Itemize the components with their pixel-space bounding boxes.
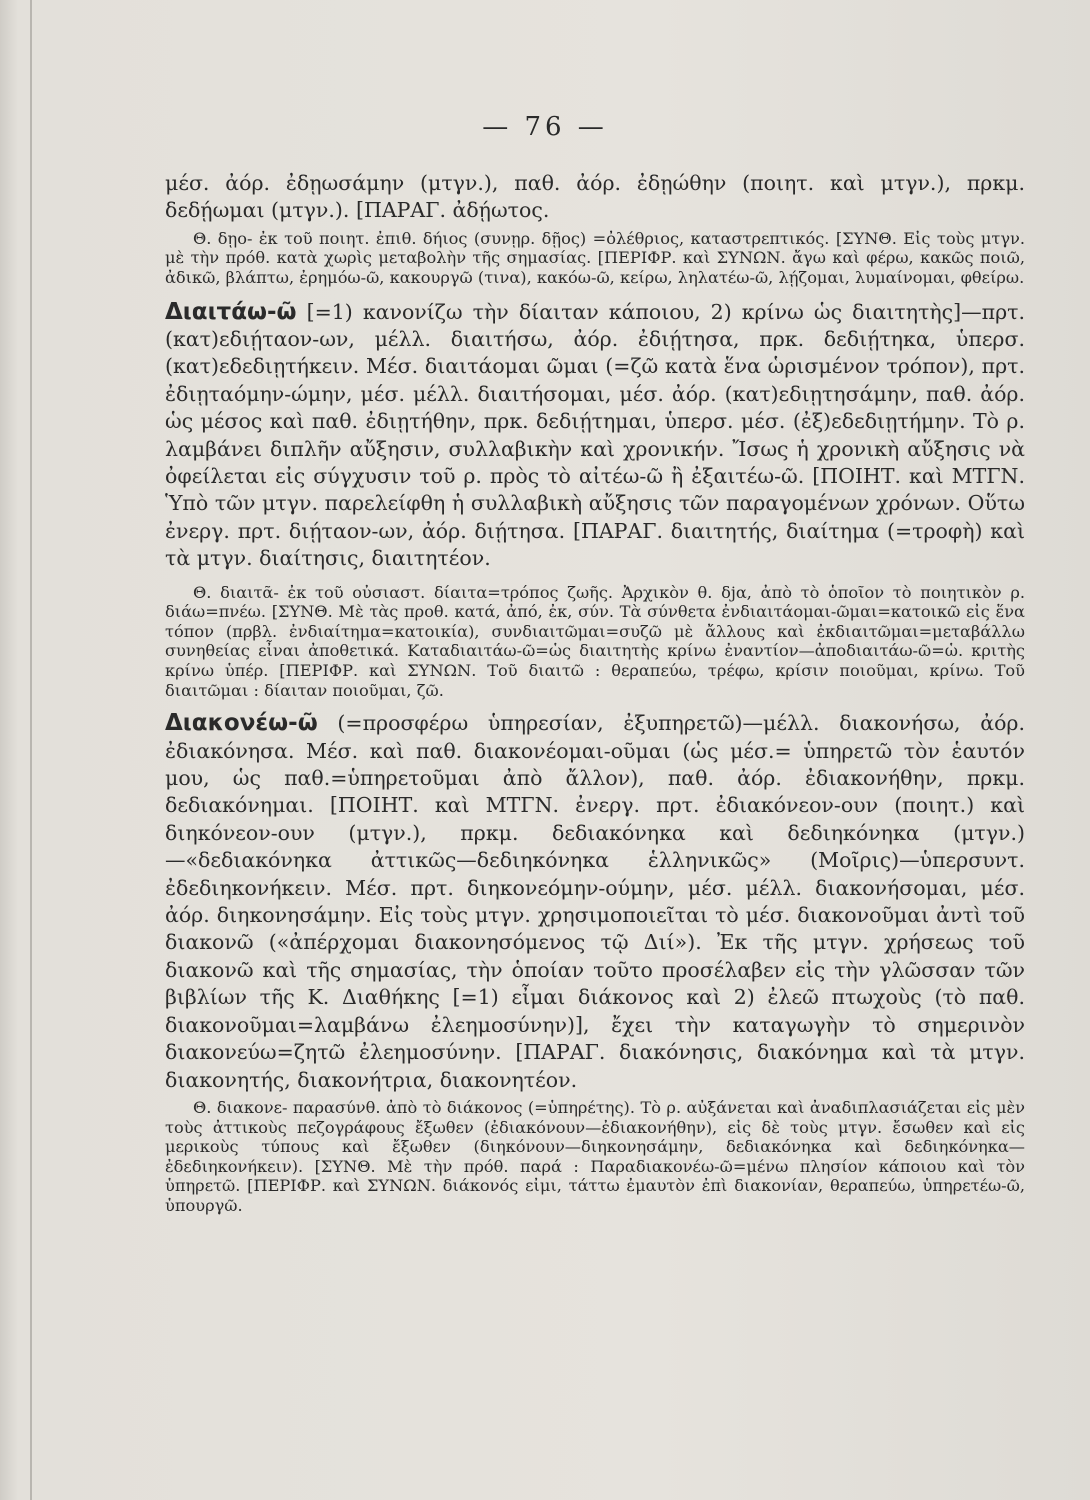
page-number: — 76 —: [482, 112, 608, 142]
note-text: Θ. διακονε- παρασύνθ. ἀπὸ τὸ διάκονος (=ὑπηρέτης). Τὸ ρ. αὐξάνεται καὶ ἀναδιπλασιάζεται εἰς μὲν τοὺς ἀττικοὺς πεζογράφους ἔξωθεν (ἐδιακόνουν—ἐδιακονήθην), εἰς δὲ τοὺς μτγν. ἔσωθεν καὶ εἰς μερικοὺς τύπους καὶ ἔξωθεν (διηκόνουν—διηκονησάμην, δεδιακόνηκα καὶ δεδιηκόνηκα—ἐδεδιηκονήκειν). [ΣΥΝΘ. Μὲ τὴν πρόθ. παρά : Παραδιακονέω-ῶ=μένω πλησίον κάποιου καὶ τὸν ὑπηρετῶ. [ΠΕΡΙΦΡ. καὶ ΣΥΝΩΝ. διάκονός εἰμι, τάττω ἐμαυτὸν ἐπὶ διακονίαν, θεραπεύω, ὑπηρετέω-ῶ, ὑπουργῶ.: [165, 1097, 1025, 1215]
dictionary-column: [165, 108, 1025, 1215]
lemma-headword: Διακονέω-ῶ: [165, 710, 318, 737]
entry-continuation: [165, 170, 1025, 225]
note-text: Θ. διαιτᾶ- ἐκ τοῦ οὐσιαστ. δίαιτα=τρόπος ζωῆς. Ἀρχικὸν θ. δjα, ἀπὸ τὸ ὁποῖον τὸ ποιητικὸν ρ. διάω=πνέω. [ΣΥΝΘ. Μὲ τὰς προθ. κατά, ἀπό, ἐκ, σύν. Τὰ σύνθετα ἐνδιαιτάομαι-ῶμαι=κατοικῶ εἰς ἕνα τόπον (πρβλ. ἐνδιαίτημα=κατοικία), συνδιαιτῶμαι=συζῶ μὲ ἄλλους καὶ ἐκδιαιτῶμαι=μεταβάλλω συνηθείας εἶναι ἀποθετικά. Καταδιαιτάω-ῶ=ὡς διαιτητὴς κρίνω ἐναντίον—ἀποδιαιτάω-ῶ=ὡ. κριτὴς κρίνω ὑπέρ. [ΠΕΡΙΦΡ. καὶ ΣΥΝΩΝ. Τοῦ διαιτῶ : θεραπεύω, τρέφω, κρίσιν ποιοῦμαι, κρίνω. Τοῦ διαιτῶμαι : δίαιταν ποιοῦμαι, ζῶ.: [165, 582, 1025, 700]
etymology-note: [165, 583, 1025, 701]
entry-diakoneo: [165, 710, 1025, 1094]
entry-diaitao: [165, 299, 1025, 573]
etymology-note: [165, 1098, 1025, 1216]
entry-text: (=προσφέρω ὑπηρεσίαν, ἐξυπηρετῶ)—μέλλ. διακονήσω, ἀόρ. ἐδιακόνησα. Μέσ. καὶ παθ. διακονέομαι-οῦμαι (ὡς μέσ.= ὑπηρετῶ τὸν ἑαυτόν μου, ὡς παθ.=ὑπηρετοῦμαι ἀπὸ ἄλλον), παθ. ἀόρ. ἐδιακονήθην, πρκμ. δεδιακόνημαι. [ΠΟΙΗΤ. καὶ ΜΤΓΝ. ἐνεργ. πρτ. ἐδιακόνεον-ουν (ποιητ.) καὶ διηκόνεον-ουν (μτγν.), πρκμ. δεδιακόνηκα καὶ δεδιηκόνηκα (μτγν.)—«δεδιακόνηκα ἀττικῶς—δεδιηκόνηκα ἑλληνικῶς» (Μοῖρις)—ὑπερσυντ. ἐδεδιηκονήκειν. Μέσ. πρτ. διηκονεόμην-ούμην, μέσ. μέλλ. διακονήσομαι, μέσ. ἀόρ. διηκονησάμην. Εἰς τοὺς μτγν. χρησιμοποιεῖται τὸ μέσ. διακονοῦμαι ἀντὶ τοῦ διακονῶ («ἀπέρχομαι διακονησόμενος τῷ Διί»). Ἐκ τῆς μτγν. χρήσεως τοῦ διακονῶ καὶ τῆς σημασίας, τὴν ὁποίαν τοῦτο προσέλαβεν εἰς τὴν γλῶσσαν τῶν βιβλίων τῆς Κ. Διαθήκης [=1) εἶμαι διάκονος καὶ 2) ἐλεῶ πτωχοὺς (τὸ παθ. διακονοῦμαι=λαμβάνω ἐλεημοσύνην)], ἔχει τὴν καταγωγὴν τὸ σημερινὸν διακονεύω=ζητῶ ἐλεημοσύνην. [ΠΑΡΑΓ. διακόνησις, διακόνημα καὶ τὰ μτγν. διακονητής, διακονήτρια, διακονητέον.: [165, 711, 1025, 1092]
entry-text: μέσ. ἀόρ. ἐδῃωσάμην (μτγν.), παθ. ἀόρ. ἐδῃώθην (ποιητ. καὶ μτγν.), πρκμ. δεδῄωμαι (μτγν.). [ΠΑΡΑΓ. ἀδῄωτος.: [165, 171, 1025, 223]
lemma-headword: Διαιτάω-ῶ: [165, 298, 297, 325]
binding-edge: [30, 0, 32, 1500]
etymology-note: [165, 229, 1025, 288]
entry-text: [=1) κανονίζω τὴν δίαιταν κάποιου, 2) κρίνω ὡς διαιτητὴς]—πρτ. (κατ)εδιῄταον-ων, μέλλ. διαιτήσω, ἀόρ. ἐδιῄτησα, πρκ. δεδιῄτηκα, ὑπερσ. (κατ)εδεδιῃτήκειν. Μέσ. διαιτάομαι ῶμαι (=ζῶ κατὰ ἕνα ὡρισμένον τρόπον), πρτ. ἐδιῃταόμην-ώμην, μέσ. μέλλ. διαιτήσομαι, μέσ. ἀόρ. (κατ)εδιῃτησάμην, παθ. ἀόρ. ὡς μέσος καὶ παθ. ἐδιῃτήθην, πρκ. δεδιῄτημαι, ὑπερσ. μέσ. (ἐξ)εδεδιῃτήμην. Τὸ ρ. λαμβάνει διπλῆν αὔξησιν, συλλαβικὴν καὶ χρονικήν. Ἴσως ἡ χρονικὴ αὔξησις νὰ ὀφείλεται εἰς σύγχυσιν τοῦ ρ. πρὸς τὸ αἰτέω-ῶ ἢ ἐξαιτέω-ῶ. [ΠΟΙΗΤ. καὶ ΜΤΓΝ. Ὑπὸ τῶν μτγν. παρελείφθη ἡ συλλαβικὴ αὔξησις τῶν παραγομένων χρόνων. Οὕτω ἐνεργ. πρτ. διῄταον-ων, ἀόρ. διῄτησα. [ΠΑΡΑΓ. διαιτητής, διαίτημα (=τροφὴ) καὶ τὰ μτγν. διαίτησις, διαιτητέον.: [165, 299, 1025, 571]
note-text: Θ. δῃο- ἐκ τοῦ ποιητ. ἐπιθ. δήιος (συνῃρ. δῇος) =ὀλέθριος, καταστρεπτικός. [ΣΥΝΘ. Εἰς τοὺς μτγν. μὲ τὴν πρόθ. κατὰ χωρὶς μεταβολὴν τῆς σημασίας. [ΠΕΡΙΦΡ. καὶ ΣΥΝΩΝ. ἄγω καὶ φέρω, κακῶς ποιῶ, ἀδικῶ, βλάπτω, ἐρημόω-ῶ, κακουργῶ (τινα), κακόω-ῶ, κείρω, ληλατέω-ῶ, λῄζομαι, λυμαίνομαι, φθείρω.: [165, 228, 1025, 287]
